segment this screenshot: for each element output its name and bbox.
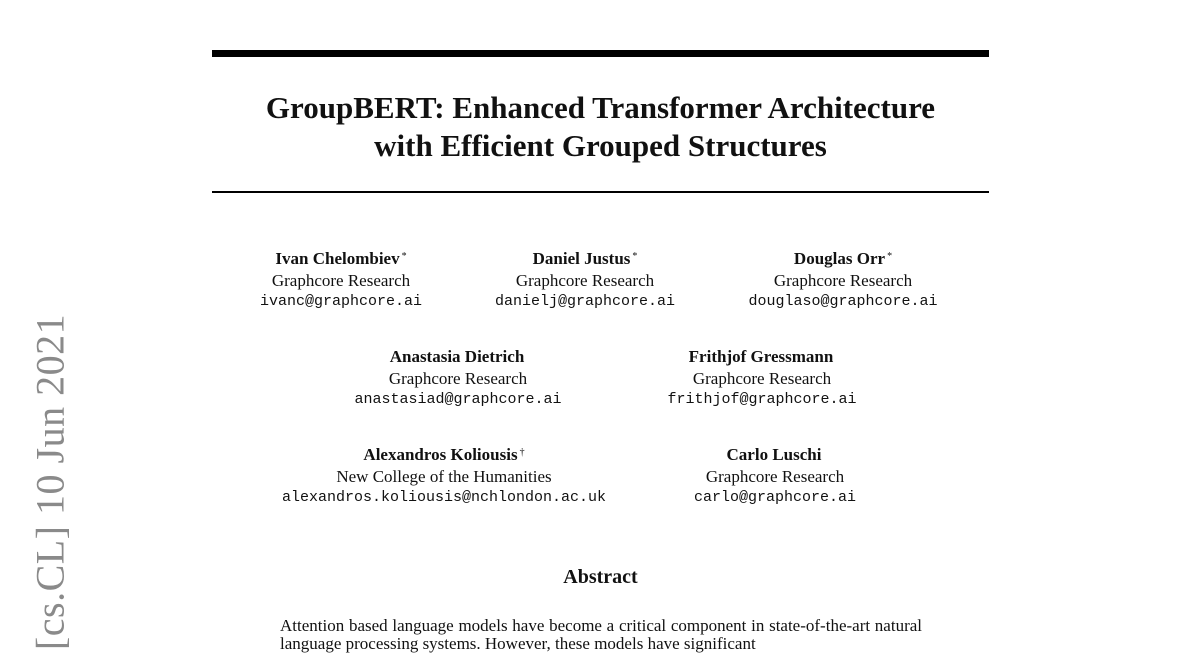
author-block (260, 248, 422, 312)
author-affiliation: New College of the Humanities (336, 467, 552, 486)
author-email[interactable]: carlo@graphcore.ai (693, 489, 857, 506)
author-affiliation: Graphcore Research (388, 369, 528, 388)
author-email[interactable]: danielj@graphcore.ai (494, 293, 676, 310)
author-email[interactable]: ivanc@graphcore.ai (259, 293, 423, 310)
author-name: Douglas Orr * (793, 249, 893, 268)
author-email[interactable]: douglaso@graphcore.ai (748, 293, 938, 310)
author-name: Carlo Luschi (726, 445, 822, 464)
author-name: Ivan Chelombiev * (275, 249, 407, 268)
paper-title (212, 89, 989, 165)
author-block (748, 248, 937, 312)
author-affiliation: Graphcore Research (271, 271, 411, 290)
title-bottom-rule (212, 191, 989, 193)
abstract-text: Attention based language models have become a critical component in state-of-the-art natural language processing systems. However, these models have significant (280, 616, 922, 653)
author-affiliation: Graphcore Research (515, 271, 655, 290)
author-name: Anastasia Dietrich (389, 347, 525, 366)
author-affiliation: Graphcore Research (692, 369, 832, 388)
title-line-1: GroupBERT: Enhanced Transformer Architecture (265, 90, 936, 125)
author-block (667, 346, 856, 410)
author-name: Frithjof Gressmann (688, 347, 834, 366)
author-block (282, 444, 606, 508)
author-affiliation: Graphcore Research (773, 271, 913, 290)
author-block (354, 346, 561, 410)
author-email[interactable]: anastasiad@graphcore.ai (354, 391, 562, 408)
abstract-heading: Abstract (563, 566, 638, 588)
author-block (694, 444, 856, 508)
arxiv-side-stamp: [cs.CL] 10 Jun 2021 (27, 313, 73, 651)
title-line-2: with Efficient Grouped Structures (374, 128, 827, 163)
top-rule (212, 50, 989, 57)
author-email[interactable]: frithjof@graphcore.ai (667, 391, 857, 408)
author-block (495, 248, 675, 312)
author-email[interactable]: alexandros.koliousis@nchlondon.ac.uk (281, 489, 607, 506)
author-name: Alexandros Koliousis † (363, 445, 525, 464)
author-name: Daniel Justus * (532, 249, 638, 268)
author-affiliation: Graphcore Research (705, 467, 845, 486)
